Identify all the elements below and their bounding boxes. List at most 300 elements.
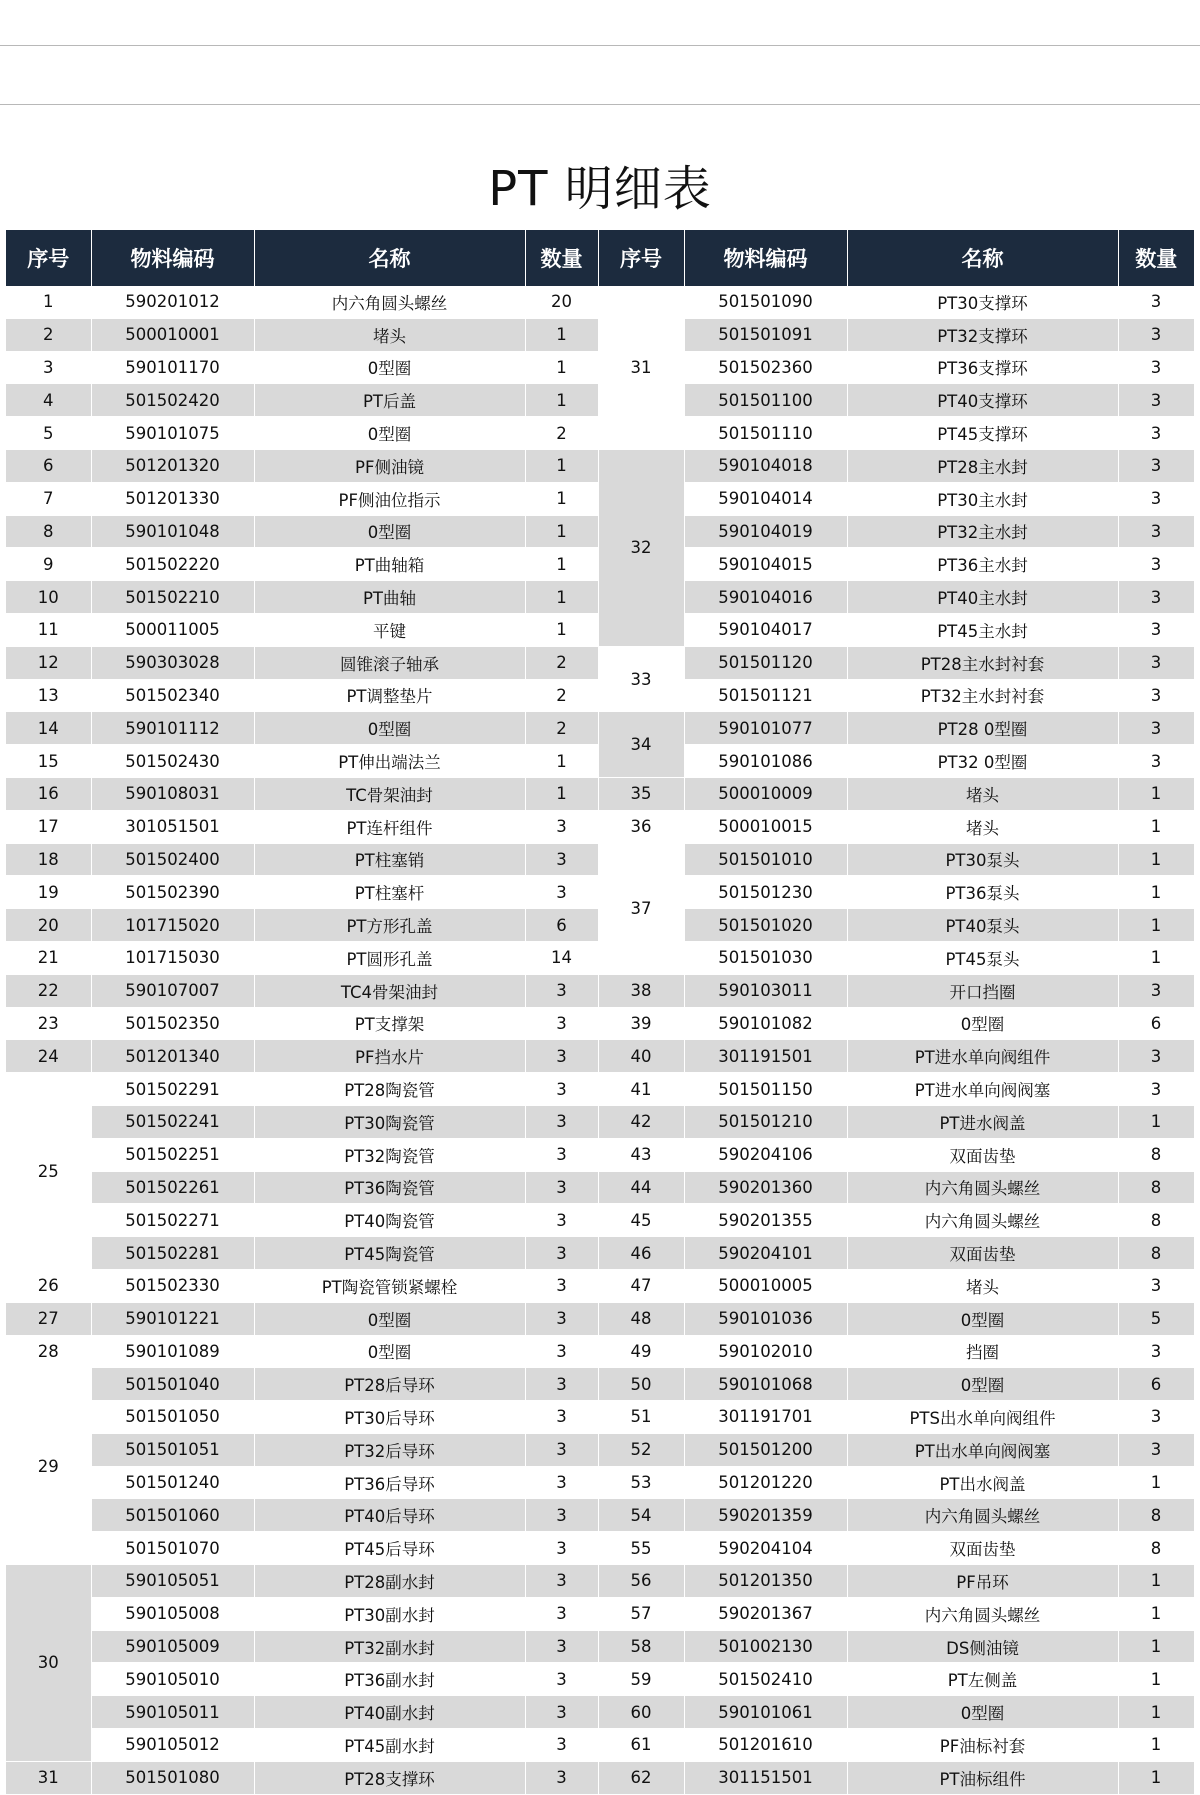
right-qty-cell: 1 — [1118, 1761, 1194, 1794]
right-name-cell: PT进水单向阀阀塞 — [847, 1073, 1118, 1106]
left-name-cell: PT36陶瓷管 — [254, 1171, 525, 1204]
left-seq-cell: 13 — [6, 679, 91, 712]
left-code-cell: 500010001 — [91, 318, 254, 351]
table-row — [6, 1138, 1194, 1171]
left-code-cell: 501501070 — [91, 1532, 254, 1565]
left-qty-cell: 3 — [525, 974, 598, 1007]
table-row — [6, 1761, 1194, 1794]
right-code-cell: 501501091 — [684, 318, 847, 351]
left-qty-cell: 3 — [525, 1237, 598, 1270]
right-name-cell: 双面齿垫 — [847, 1138, 1118, 1171]
left-code-cell: 501502271 — [91, 1204, 254, 1237]
left-code-cell: 590105012 — [91, 1729, 254, 1762]
table-row — [6, 1729, 1194, 1762]
left-qty-cell: 3 — [525, 1401, 598, 1434]
left-code-cell: 500011005 — [91, 613, 254, 646]
left-name-cell: PT陶瓷管锁紧螺栓 — [254, 1269, 525, 1302]
left-name-cell: PT30副水封 — [254, 1597, 525, 1630]
left-code-cell: 590101221 — [91, 1302, 254, 1335]
left-code-cell: 590105051 — [91, 1565, 254, 1598]
right-code-cell: 501201220 — [684, 1466, 847, 1499]
left-code-cell: 501502430 — [91, 745, 254, 778]
right-code-cell: 501501120 — [684, 646, 847, 679]
right-qty-cell: 3 — [1118, 974, 1194, 1007]
right-seq-cell: 48 — [598, 1302, 684, 1335]
left-qty-cell: 1 — [525, 384, 598, 417]
left-name-cell: PF侧油镜 — [254, 449, 525, 482]
right-qty-cell: 3 — [1118, 482, 1194, 515]
left-qty-cell: 1 — [525, 318, 598, 351]
left-qty-cell: 3 — [525, 843, 598, 876]
right-name-cell: 0型圈 — [847, 1007, 1118, 1040]
right-qty-cell: 3 — [1118, 417, 1194, 450]
table-row — [6, 1499, 1194, 1532]
right-qty-cell: 6 — [1118, 1007, 1194, 1040]
right-qty-cell: 1 — [1118, 1663, 1194, 1696]
left-qty-cell: 3 — [525, 1073, 598, 1106]
left-code-cell: 501501240 — [91, 1466, 254, 1499]
right-code-cell: 590101077 — [684, 712, 847, 745]
left-code-cell: 501502420 — [91, 384, 254, 417]
left-name-cell: PT伸出端法兰 — [254, 745, 525, 778]
left-qty-cell: 3 — [525, 1532, 598, 1565]
left-qty-cell: 1 — [525, 613, 598, 646]
right-name-cell: PT出水阀盖 — [847, 1466, 1118, 1499]
left-qty-cell: 3 — [525, 1729, 598, 1762]
left-seq-cell: 7 — [6, 482, 91, 515]
right-seq-cell: 36 — [598, 810, 684, 843]
left-qty-cell: 2 — [525, 646, 598, 679]
right-qty-cell: 1 — [1118, 1466, 1194, 1499]
left-name-cell: 平键 — [254, 613, 525, 646]
header-qty-left: 数量 — [525, 230, 598, 286]
right-code-cell: 501002130 — [684, 1630, 847, 1663]
left-code-cell: 101715020 — [91, 909, 254, 942]
right-seq-cell: 54 — [598, 1499, 684, 1532]
right-qty-cell: 3 — [1118, 384, 1194, 417]
right-code-cell: 501502410 — [684, 1663, 847, 1696]
left-name-cell: PT32副水封 — [254, 1630, 525, 1663]
left-seq-cell: 6 — [6, 449, 91, 482]
left-name-cell: PT28后导环 — [254, 1368, 525, 1401]
right-seq-cell: 39 — [598, 1007, 684, 1040]
right-qty-cell: 1 — [1118, 876, 1194, 909]
left-name-cell: PT28陶瓷管 — [254, 1073, 525, 1106]
table-row — [6, 1466, 1194, 1499]
left-qty-cell: 2 — [525, 679, 598, 712]
left-code-cell: 501502281 — [91, 1237, 254, 1270]
right-name-cell: PT36主水封 — [847, 548, 1118, 581]
right-name-cell: PT30支撑环 — [847, 286, 1118, 318]
left-code-cell: 501201330 — [91, 482, 254, 515]
left-code-cell: 590105008 — [91, 1597, 254, 1630]
right-seq-cell: 34 — [598, 712, 684, 778]
right-name-cell: 堵头 — [847, 810, 1118, 843]
left-qty-cell: 14 — [525, 941, 598, 974]
left-name-cell: PT曲轴箱 — [254, 548, 525, 581]
right-qty-cell: 1 — [1118, 1597, 1194, 1630]
left-seq-cell: 10 — [6, 581, 91, 614]
left-name-cell: PT28副水封 — [254, 1565, 525, 1598]
right-name-cell: PT36泵头 — [847, 876, 1118, 909]
table-row — [6, 777, 1194, 810]
left-seq-cell: 30 — [6, 1565, 91, 1762]
table-row — [6, 1597, 1194, 1630]
right-seq-cell: 57 — [598, 1597, 684, 1630]
page-title: PT 明细表 — [488, 161, 712, 217]
left-seq-cell: 20 — [6, 909, 91, 942]
right-qty-cell: 8 — [1118, 1237, 1194, 1270]
right-name-cell: PT45主水封 — [847, 613, 1118, 646]
right-name-cell: PTS出水单向阀组件 — [847, 1401, 1118, 1434]
right-qty-cell: 3 — [1118, 286, 1194, 318]
left-qty-cell: 2 — [525, 417, 598, 450]
table-row — [6, 712, 1194, 745]
left-seq-cell: 21 — [6, 941, 91, 974]
right-code-cell: 501201610 — [684, 1729, 847, 1762]
right-name-cell: PT32主水封衬套 — [847, 679, 1118, 712]
right-seq-cell: 45 — [598, 1204, 684, 1237]
table-header-row — [6, 230, 1194, 286]
left-qty-cell: 3 — [525, 1433, 598, 1466]
left-code-cell: 501201320 — [91, 449, 254, 482]
right-seq-cell: 61 — [598, 1729, 684, 1762]
right-seq-cell: 55 — [598, 1532, 684, 1565]
right-code-cell: 590201360 — [684, 1171, 847, 1204]
right-qty-cell: 8 — [1118, 1171, 1194, 1204]
right-code-cell: 590102010 — [684, 1335, 847, 1368]
right-qty-cell: 3 — [1118, 1433, 1194, 1466]
right-code-cell: 501501150 — [684, 1073, 847, 1106]
right-name-cell: 双面齿垫 — [847, 1237, 1118, 1270]
right-name-cell: PT30主水封 — [847, 482, 1118, 515]
left-code-cell: 101715030 — [91, 941, 254, 974]
right-name-cell: 双面齿垫 — [847, 1532, 1118, 1565]
right-code-cell: 501501110 — [684, 417, 847, 450]
left-seq-cell: 2 — [6, 318, 91, 351]
left-code-cell: 501501080 — [91, 1761, 254, 1794]
left-seq-cell: 11 — [6, 613, 91, 646]
right-name-cell: DS侧油镜 — [847, 1630, 1118, 1663]
left-code-cell: 590107007 — [91, 974, 254, 1007]
right-code-cell: 500010009 — [684, 777, 847, 810]
left-code-cell: 501502210 — [91, 581, 254, 614]
left-seq-cell: 4 — [6, 384, 91, 417]
left-qty-cell: 3 — [525, 1105, 598, 1138]
left-seq-cell: 3 — [6, 351, 91, 384]
left-seq-cell: 31 — [6, 1761, 91, 1794]
left-name-cell: PF挡水片 — [254, 1040, 525, 1073]
left-seq-cell: 9 — [6, 548, 91, 581]
table-row — [6, 1532, 1194, 1565]
left-code-cell: 590101089 — [91, 1335, 254, 1368]
left-name-cell: 0型圈 — [254, 1302, 525, 1335]
right-code-cell: 501501010 — [684, 843, 847, 876]
left-qty-cell: 1 — [525, 449, 598, 482]
header-code-left: 物料编码 — [91, 230, 254, 286]
left-name-cell: TC骨架油封 — [254, 777, 525, 810]
left-qty-cell: 1 — [525, 351, 598, 384]
table-row — [6, 1565, 1194, 1598]
header-qty-right: 数量 — [1118, 230, 1194, 286]
left-qty-cell: 3 — [525, 1466, 598, 1499]
right-code-cell: 590101068 — [684, 1368, 847, 1401]
left-name-cell: PT方形孔盖 — [254, 909, 525, 942]
left-qty-cell: 1 — [525, 745, 598, 778]
table-row — [6, 1007, 1194, 1040]
right-name-cell: PT28主水封 — [847, 449, 1118, 482]
left-qty-cell: 3 — [525, 1335, 598, 1368]
left-qty-cell: 3 — [525, 1269, 598, 1302]
table-row — [6, 1237, 1194, 1270]
right-seq-cell: 62 — [598, 1761, 684, 1794]
left-name-cell: PF侧油位指示 — [254, 482, 525, 515]
right-name-cell: PT40泵头 — [847, 909, 1118, 942]
right-seq-cell: 44 — [598, 1171, 684, 1204]
right-qty-cell: 3 — [1118, 613, 1194, 646]
table-row — [6, 1335, 1194, 1368]
left-name-cell: 0型圈 — [254, 417, 525, 450]
right-qty-cell: 6 — [1118, 1368, 1194, 1401]
table-row — [6, 1204, 1194, 1237]
right-seq-cell: 60 — [598, 1696, 684, 1729]
left-code-cell: 501501050 — [91, 1401, 254, 1434]
right-name-cell: 挡圈 — [847, 1335, 1118, 1368]
right-qty-cell: 1 — [1118, 1696, 1194, 1729]
right-qty-cell: 3 — [1118, 449, 1194, 482]
left-seq-cell: 14 — [6, 712, 91, 745]
left-code-cell: 590201012 — [91, 286, 254, 318]
right-code-cell: 301151501 — [684, 1761, 847, 1794]
right-qty-cell: 1 — [1118, 777, 1194, 810]
right-qty-cell: 3 — [1118, 1269, 1194, 1302]
right-name-cell: PT进水单向阀组件 — [847, 1040, 1118, 1073]
left-qty-cell: 3 — [525, 1630, 598, 1663]
right-qty-cell: 5 — [1118, 1302, 1194, 1335]
right-code-cell: 590101082 — [684, 1007, 847, 1040]
left-code-cell: 501502350 — [91, 1007, 254, 1040]
left-qty-cell: 3 — [525, 1663, 598, 1696]
right-code-cell: 590104016 — [684, 581, 847, 614]
table-row — [6, 646, 1194, 679]
left-qty-cell: 3 — [525, 1499, 598, 1532]
right-seq-cell: 42 — [598, 1105, 684, 1138]
left-name-cell: PT40副水封 — [254, 1696, 525, 1729]
right-code-cell: 590201367 — [684, 1597, 847, 1630]
right-name-cell: 堵头 — [847, 1269, 1118, 1302]
left-code-cell: 501502291 — [91, 1073, 254, 1106]
right-qty-cell: 3 — [1118, 712, 1194, 745]
right-qty-cell: 1 — [1118, 941, 1194, 974]
right-qty-cell: 1 — [1118, 1105, 1194, 1138]
right-qty-cell: 3 — [1118, 548, 1194, 581]
left-qty-cell: 3 — [525, 1368, 598, 1401]
right-name-cell: 内六角圆头螺丝 — [847, 1499, 1118, 1532]
table-row — [6, 1302, 1194, 1335]
left-name-cell: PT30后导环 — [254, 1401, 525, 1434]
header-code-right: 物料编码 — [684, 230, 847, 286]
left-qty-cell: 3 — [525, 1565, 598, 1598]
right-name-cell: PT出水单向阀阀塞 — [847, 1433, 1118, 1466]
right-seq-cell: 41 — [598, 1073, 684, 1106]
right-qty-cell: 1 — [1118, 909, 1194, 942]
right-name-cell: 内六角圆头螺丝 — [847, 1204, 1118, 1237]
left-code-cell: 590105010 — [91, 1663, 254, 1696]
right-code-cell: 500010015 — [684, 810, 847, 843]
left-seq-cell: 19 — [6, 876, 91, 909]
right-qty-cell: 1 — [1118, 1630, 1194, 1663]
header-seq-left: 序号 — [6, 230, 91, 286]
left-code-cell: 501502241 — [91, 1105, 254, 1138]
right-name-cell: 0型圈 — [847, 1368, 1118, 1401]
right-seq-cell: 59 — [598, 1663, 684, 1696]
left-name-cell: PT36副水封 — [254, 1663, 525, 1696]
left-code-cell: 501201340 — [91, 1040, 254, 1073]
left-code-cell: 501502330 — [91, 1269, 254, 1302]
right-seq-cell: 52 — [598, 1433, 684, 1466]
left-qty-cell: 3 — [525, 876, 598, 909]
left-name-cell: PT40陶瓷管 — [254, 1204, 525, 1237]
left-name-cell: 0型圈 — [254, 515, 525, 548]
right-code-cell: 501501200 — [684, 1433, 847, 1466]
left-seq-cell: 29 — [6, 1368, 91, 1565]
table-row — [6, 1368, 1194, 1401]
right-code-cell: 590101086 — [684, 745, 847, 778]
left-qty-cell: 1 — [525, 777, 598, 810]
left-seq-cell: 27 — [6, 1302, 91, 1335]
left-name-cell: PT32陶瓷管 — [254, 1138, 525, 1171]
right-seq-cell: 50 — [598, 1368, 684, 1401]
right-code-cell: 501501100 — [684, 384, 847, 417]
table-row — [6, 449, 1194, 482]
left-code-cell: 501501051 — [91, 1433, 254, 1466]
left-qty-cell: 3 — [525, 1007, 598, 1040]
left-qty-cell: 1 — [525, 548, 598, 581]
table-row — [6, 1663, 1194, 1696]
right-name-cell: 0型圈 — [847, 1302, 1118, 1335]
left-code-cell: 501502220 — [91, 548, 254, 581]
table-row — [6, 1696, 1194, 1729]
right-seq-cell: 35 — [598, 777, 684, 810]
right-qty-cell: 3 — [1118, 318, 1194, 351]
right-name-cell: PF吊环 — [847, 1565, 1118, 1598]
right-qty-cell: 3 — [1118, 745, 1194, 778]
left-code-cell: 590105011 — [91, 1696, 254, 1729]
left-code-cell: 501502340 — [91, 679, 254, 712]
left-qty-cell: 3 — [525, 1696, 598, 1729]
right-name-cell: 开口挡圈 — [847, 974, 1118, 1007]
left-seq-cell: 15 — [6, 745, 91, 778]
left-seq-cell: 28 — [6, 1335, 91, 1368]
left-name-cell: PT调整垫片 — [254, 679, 525, 712]
right-seq-cell: 58 — [598, 1630, 684, 1663]
right-qty-cell: 8 — [1118, 1204, 1194, 1237]
left-seq-cell: 25 — [6, 1073, 91, 1270]
left-name-cell: PT40后导环 — [254, 1499, 525, 1532]
right-code-cell: 501501230 — [684, 876, 847, 909]
left-code-cell: 501502251 — [91, 1138, 254, 1171]
right-qty-cell: 3 — [1118, 581, 1194, 614]
left-seq-cell: 16 — [6, 777, 91, 810]
left-seq-cell: 5 — [6, 417, 91, 450]
left-name-cell: PT45陶瓷管 — [254, 1237, 525, 1270]
left-seq-cell: 26 — [6, 1269, 91, 1302]
right-code-cell: 590104019 — [684, 515, 847, 548]
right-seq-cell: 56 — [598, 1565, 684, 1598]
table-row — [6, 1105, 1194, 1138]
table-row — [6, 974, 1194, 1007]
second-rule — [0, 104, 1200, 105]
left-qty-cell: 1 — [525, 515, 598, 548]
table-row — [6, 810, 1194, 843]
right-name-cell: PT左侧盖 — [847, 1663, 1118, 1696]
right-code-cell: 590104015 — [684, 548, 847, 581]
right-name-cell: PT油标组件 — [847, 1761, 1118, 1794]
left-qty-cell: 2 — [525, 712, 598, 745]
right-qty-cell: 3 — [1118, 1040, 1194, 1073]
right-qty-cell: 3 — [1118, 515, 1194, 548]
left-code-cell: 590101112 — [91, 712, 254, 745]
left-qty-cell: 3 — [525, 1171, 598, 1204]
left-qty-cell: 1 — [525, 581, 598, 614]
right-qty-cell: 3 — [1118, 1073, 1194, 1106]
right-code-cell: 590101061 — [684, 1696, 847, 1729]
left-qty-cell: 3 — [525, 810, 598, 843]
left-code-cell: 590105009 — [91, 1630, 254, 1663]
right-seq-cell: 33 — [598, 646, 684, 712]
left-code-cell: 590108031 — [91, 777, 254, 810]
right-name-cell: PT36支撑环 — [847, 351, 1118, 384]
right-name-cell: PT32支撑环 — [847, 318, 1118, 351]
right-qty-cell: 8 — [1118, 1499, 1194, 1532]
right-qty-cell: 3 — [1118, 1401, 1194, 1434]
left-qty-cell: 20 — [525, 286, 598, 318]
left-seq-cell: 24 — [6, 1040, 91, 1073]
right-name-cell: 堵头 — [847, 777, 1118, 810]
left-name-cell: PT36后导环 — [254, 1466, 525, 1499]
left-code-cell: 590303028 — [91, 646, 254, 679]
left-name-cell: PT连杆组件 — [254, 810, 525, 843]
right-qty-cell: 3 — [1118, 351, 1194, 384]
right-qty-cell: 1 — [1118, 1565, 1194, 1598]
right-qty-cell: 1 — [1118, 810, 1194, 843]
right-seq-cell: 49 — [598, 1335, 684, 1368]
right-code-cell: 501501020 — [684, 909, 847, 942]
right-name-cell: 内六角圆头螺丝 — [847, 1597, 1118, 1630]
left-seq-cell: 1 — [6, 286, 91, 318]
top-rule — [0, 45, 1200, 46]
right-code-cell: 590204106 — [684, 1138, 847, 1171]
parts-table — [6, 230, 1195, 1795]
left-name-cell: 内六角圆头螺丝 — [254, 286, 525, 318]
left-name-cell: 堵头 — [254, 318, 525, 351]
right-seq-cell: 37 — [598, 843, 684, 974]
right-seq-cell: 51 — [598, 1401, 684, 1434]
left-name-cell: PT曲轴 — [254, 581, 525, 614]
right-code-cell: 501501090 — [684, 286, 847, 318]
left-name-cell: 圆锥滚子轴承 — [254, 646, 525, 679]
left-name-cell: 0型圈 — [254, 1335, 525, 1368]
right-name-cell: PF油标衬套 — [847, 1729, 1118, 1762]
right-name-cell: 内六角圆头螺丝 — [847, 1171, 1118, 1204]
table-row — [6, 1433, 1194, 1466]
right-code-cell: 590104018 — [684, 449, 847, 482]
left-name-cell: PT30陶瓷管 — [254, 1105, 525, 1138]
right-qty-cell: 3 — [1118, 1335, 1194, 1368]
right-name-cell: PT45泵头 — [847, 941, 1118, 974]
right-name-cell: PT28主水封衬套 — [847, 646, 1118, 679]
right-qty-cell: 3 — [1118, 646, 1194, 679]
